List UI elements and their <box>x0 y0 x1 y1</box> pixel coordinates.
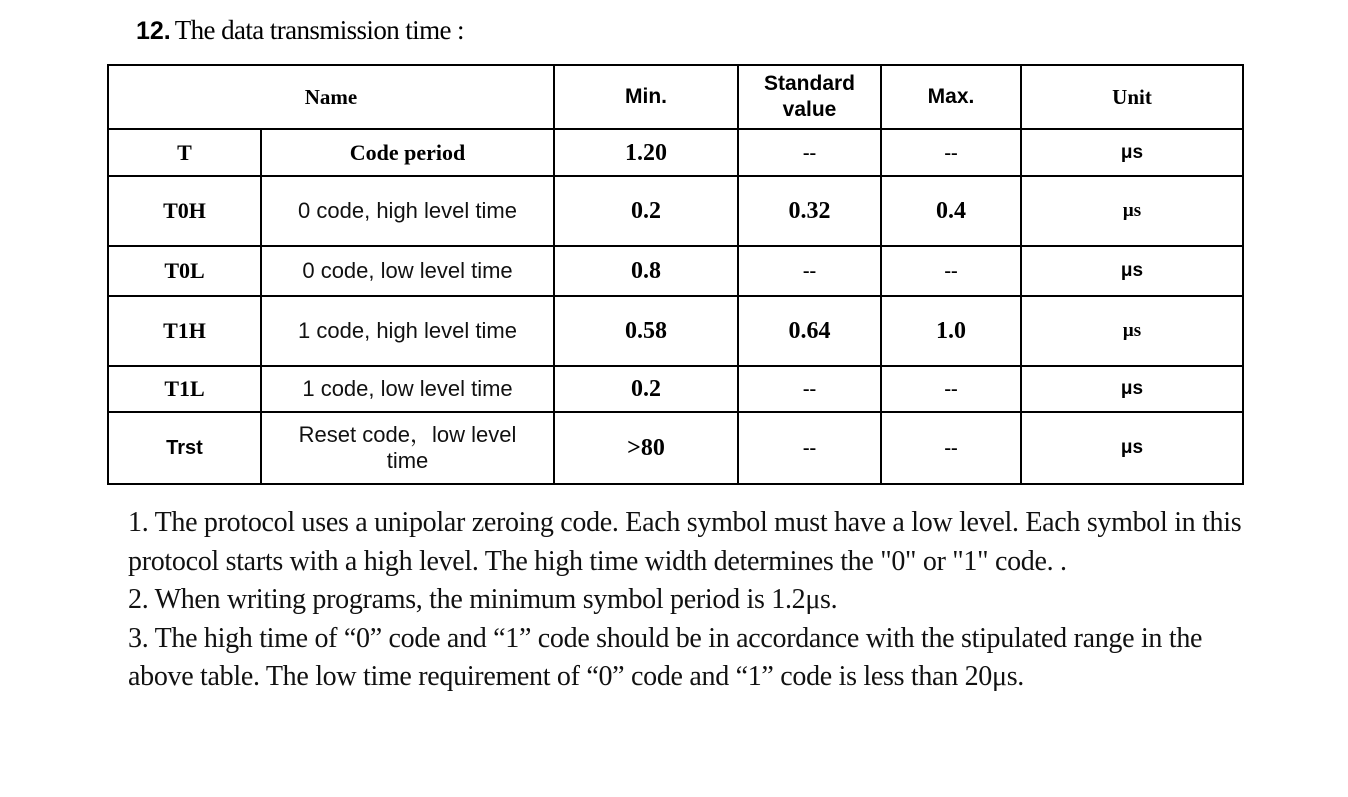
note-3: 3. The high time of “0” code and “1” code should be in accordance with the stipulated range in the above table. The low time requirement of “0” code and “1” code is less than 20μs. <box>128 622 1203 692</box>
row-min: 0.8 <box>554 246 738 296</box>
timing-table <box>107 64 1244 485</box>
row-max: 1.0 <box>881 296 1021 366</box>
table-row <box>108 129 1243 176</box>
row-description: 0 code, low level time <box>261 246 554 296</box>
row-symbol: T1L <box>108 366 261 412</box>
table-row <box>108 412 1243 484</box>
row-standard: -- <box>738 246 881 296</box>
row-max: -- <box>881 246 1021 296</box>
row-symbol: T0H <box>108 176 261 246</box>
table-header-row <box>108 65 1243 129</box>
header-min: Min. <box>554 65 738 129</box>
row-min: 1.20 <box>554 129 738 176</box>
table-row <box>108 366 1243 412</box>
row-max: -- <box>881 366 1021 412</box>
note-1: 1. The protocol uses a unipolar zeroing code. Each symbol must have a low level. Each symbol in this protocol starts with a high level. The high time width determines the "0" or "1" code. . <box>128 507 1242 577</box>
header-unit: Unit <box>1021 65 1243 129</box>
row-symbol: T1H <box>108 296 261 366</box>
row-max: 0.4 <box>881 176 1021 246</box>
note-2: 2. When writing programs, the minimum symbol period is 1.2μs. <box>128 584 838 615</box>
row-min: 0.2 <box>554 366 738 412</box>
header-name: Name <box>108 65 554 129</box>
row-description: 1 code, low level time <box>261 366 554 412</box>
row-symbol: Trst <box>108 412 261 484</box>
row-standard: -- <box>738 366 881 412</box>
section-number: 12. <box>136 17 171 45</box>
table-row <box>108 246 1243 296</box>
row-symbol: T <box>108 129 261 176</box>
section-title: The data transmission time : <box>174 15 464 45</box>
row-min: 0.58 <box>554 296 738 366</box>
section-heading <box>136 12 464 48</box>
header-standard-value: Standard value <box>738 65 881 129</box>
row-unit: μs <box>1021 246 1243 296</box>
row-unit: μs <box>1021 412 1243 484</box>
row-unit: μs <box>1021 129 1243 176</box>
row-min: >80 <box>554 412 738 484</box>
row-description: Reset code，low level time <box>261 412 554 484</box>
row-standard: 0.64 <box>738 296 881 366</box>
row-description: 1 code, high level time <box>261 296 554 366</box>
row-unit: μs <box>1021 176 1243 246</box>
row-unit: μs <box>1021 366 1243 412</box>
row-description: Code period <box>261 129 554 176</box>
row-standard: -- <box>738 412 881 484</box>
row-standard: -- <box>738 129 881 176</box>
notes <box>128 504 1248 697</box>
table-row <box>108 296 1243 366</box>
row-max: -- <box>881 412 1021 484</box>
row-min: 0.2 <box>554 176 738 246</box>
row-unit: μs <box>1021 296 1243 366</box>
table-row <box>108 176 1243 246</box>
row-symbol: T0L <box>108 246 261 296</box>
header-max: Max. <box>881 65 1021 129</box>
row-description: 0 code, high level time <box>261 176 554 246</box>
row-standard: 0.32 <box>738 176 881 246</box>
row-max: -- <box>881 129 1021 176</box>
